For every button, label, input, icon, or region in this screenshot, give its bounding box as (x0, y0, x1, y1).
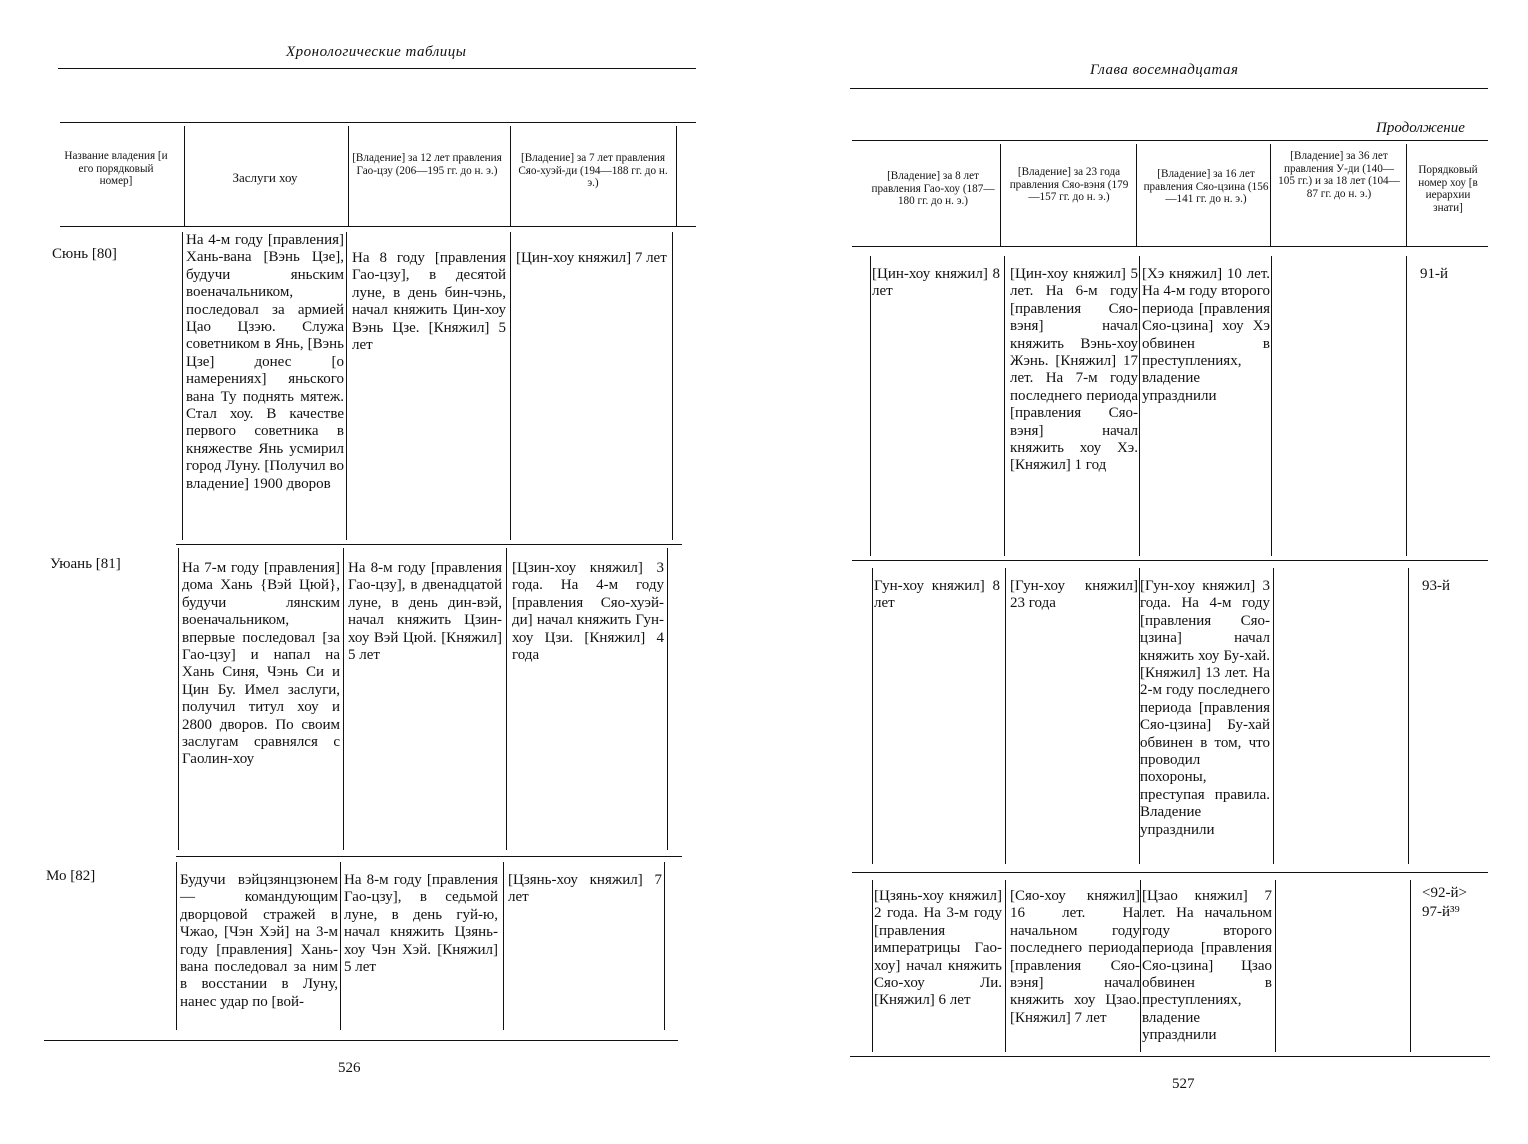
row-xiaowen: [Сяо-хоу княжил] 16 лет. На начальном году последнего периода [правления Сяо-вэня] начал княжить хоу Цзао. [Княжил] 7 лет (1010, 888, 1140, 1026)
row-merits: На 4-м году [правления] Хань-вана [Вэнь Цзе], будучи яньским военачальником, последовал за армией Цао Цзэю. Служа советником в Янь, [Вэнь Цзе] донес [о намерениях] яньского вана Ту поднять мятеж. Стал хоу. В качестве первого советника в княжестве Янь усмирил город Луну. [Получил во владение] 1900 дворов (186, 232, 344, 492)
row-name: Сюнь [80] (52, 246, 117, 262)
row-divider (176, 544, 682, 545)
row-gaozu: На 8-м году [правления Гао-цзу], в седьмой луне, в день гуй-ю, начал княжить Цзянь-хоу Чэн Хэй. [Княжил] 5 лет (344, 872, 498, 976)
col-header-xiaowen: [Владение] за 23 года правления Сяо-вэня (179—157 гг. до н. э.) (1009, 166, 1129, 204)
row-xiaojing: [Цзао княжил] 7 лет. На начальном году второго периода [правления Сяо-цзина] Цзао обвинен в преступлениях, владение упразднили (1142, 888, 1272, 1044)
col-header-merits: Заслуги хоу (232, 170, 298, 185)
row-name: Уюань [81] (50, 556, 121, 572)
header-bottom-rule (60, 226, 696, 227)
page-number: 526 (338, 1060, 361, 1076)
row-xiaohuidi: [Цин-хоу княжил] 7 лет (516, 250, 667, 266)
row-divider (852, 872, 1488, 873)
table-bottom-rule (850, 1056, 1490, 1057)
row-gaohou: Гун-хоу княжил] 8 лет (874, 578, 1000, 612)
row-xiaohuidi: [Цзянь-хоу княжил] 7 лет (508, 872, 662, 906)
row-merits: Будучи вэйцзянцзюнем — командующим дворцовой стражей в Чжао, [Чэн Хэй] на 3-м году [правления] Хань-вана последовал за ним в восстании в Луну, нанес удар по [вой- (180, 872, 338, 1010)
col-header-xiaojing: [Владение] за 16 лет правления Сяо-цзина (156—141 гг. до н. э.) (1143, 168, 1269, 206)
header-bottom-rule (852, 246, 1488, 247)
head-rule (58, 68, 696, 69)
running-head: Глава восемнадцатая (1090, 62, 1239, 78)
col-header-gaohou: [Владение] за 8 лет правления Гао-хоу (187—180 гг. до н. э.) (871, 170, 995, 208)
table-top-rule (852, 140, 1488, 141)
col-header-xiaohuidi: [Владение] за 7 лет правления Сяо-хуэй-ди (194—188 гг. до н. э.) (518, 152, 668, 190)
col-header-name: Название владения [и его порядковый номер] (64, 150, 168, 188)
col-header-wudi: [Владение] за 36 лет правления У-ди (140—105 гг.) и за 18 лет (104—87 гг. до н. э.) (1278, 150, 1400, 200)
col-header-gaozu: [Владение] за 12 лет правления Гао-цзу (206—195 гг. до н. э.) (352, 152, 502, 177)
row-divider (852, 560, 1488, 561)
table-top-rule (60, 122, 696, 123)
row-rank: <92-й> 97-й³⁹ (1422, 885, 1467, 920)
row-xiaojing: [Гун-хоу княжил] 3 года. На 4-м году [правления Сяо-цзина] начал княжить хоу Бу-хай. [Княжил] 13 лет. На 2-м году последнего периода [правления Сяо-цзина] Бу-хай обвинен в том, что проводил похороны, преступая правила. Владение упразднили (1140, 578, 1270, 838)
row-xiaojing: [Хэ княжил] 10 лет. На 4-м году второго периода [правления Сяо-цзина] хоу Хэ обвинен в преступлениях, владение упразднили (1142, 266, 1270, 404)
right-page (764, 0, 1528, 1144)
row-xiaohuidi: [Цзин-хоу княжил] 3 года. На 4-м году [правления Сяо-хуэй-ди] начал княжить Гун-хоу Цзи. [Княжил] 4 года (512, 560, 664, 664)
running-head: Хронологические таблицы (286, 44, 467, 60)
continuation-label: Продолжение (1376, 120, 1465, 136)
row-rank: 93-й (1422, 578, 1451, 594)
row-xiaowen: [Цин-хоу княжил] 5 лет. На 6-м году [правления Сяо-вэня] начал княжить Вэнь-хоу Жэнь. [Княжил] 17 лет. На 7-м году последнего периода [правления Сяо-вэня] начал княжить хоу Хэ. [Княжил] 1 год (1010, 266, 1138, 474)
page-number: 527 (1172, 1076, 1195, 1092)
row-gaohou: [Цин-хоу княжил] 8 лет (872, 266, 1000, 300)
head-rule (850, 88, 1488, 89)
col-header-rank: Порядковый номер хоу [в иерархии знати] (1418, 164, 1478, 214)
row-gaohou: [Цзянь-хоу княжил] 2 года. На 3-м году [правления императрицы Гао-хоу] начал княжить Сяо-хоу Ли. [Княжил] 6 лет (874, 888, 1002, 1009)
row-merits: На 7-м году [правления] дома Хань {Вэй Цюй}, будучи лянским военачальником, впервые последовал [за Гао-цзу] и напал на Хань Синя, Чэнь Си и Цин Бу. Имел заслуги, получил титул хоу и 2800 дворов. По своим заслугам сравнялся с Гаолин-хоу (182, 560, 340, 768)
row-gaozu: На 8-м году [правления Гао-цзу], в двенадцатой луне, в день дин-вэй, начал княжить Цзин-хоу Вэй Цюй. [Княжил] 5 лет (348, 560, 502, 664)
table-bottom-rule (44, 1040, 678, 1041)
row-rank: 91-й (1420, 266, 1449, 282)
row-divider (176, 856, 682, 857)
row-gaozu: На 8 году [правления Гао-цзу], в десятой луне, в день бин-чэнь, начал княжить Цин-хоу Вэнь Цзе. [Княжил] 5 лет (352, 250, 506, 354)
row-xiaowen: [Гун-хоу княжил] 23 года (1010, 578, 1138, 612)
row-name: Мо [82] (46, 868, 96, 884)
